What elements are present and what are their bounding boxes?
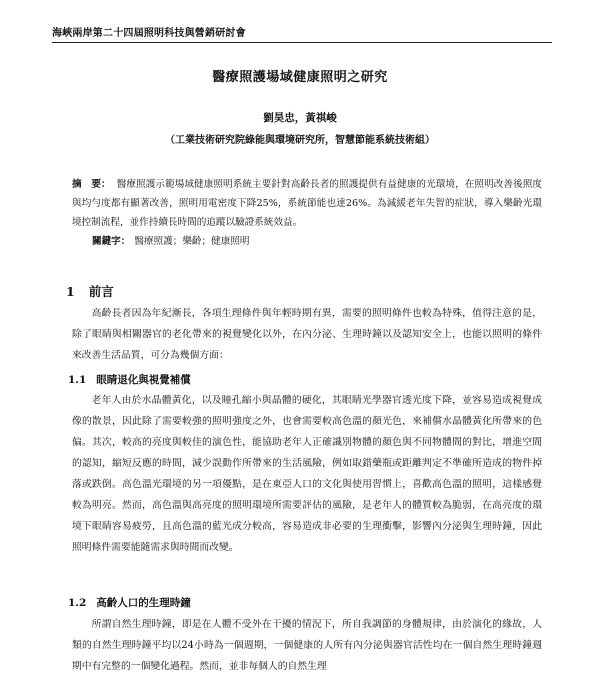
- keywords: [92, 233, 250, 247]
- abstract: [72, 175, 542, 232]
- abstract-text: 醫療照護示範場域健康照明系統主要針對高齡長者的照護提供有益健康的光環境，在照明改善後照度與均勻度都有顯著改善，照明用電密度下降25%，系統節能也達26%。為減緩老年失智的症狀，導入樂齡光環境控制流程，並作持續長時間的追蹤以驗證系統效益。: [72, 179, 543, 228]
- keywords-label: 關鍵字：: [92, 236, 131, 247]
- running-header: 海峽兩岸第二十四屆照明科技與營銷研討會: [52, 28, 246, 39]
- subsection-number: 1.1: [68, 374, 87, 386]
- page-title: 醫療照護場域健康照明之研究: [212, 70, 388, 85]
- section-number: 1: [66, 284, 75, 299]
- subsection-title: 高齡人口的生理時鐘: [96, 597, 191, 609]
- affiliation: （工業技術研究院綠能與環境研究所，智慧節能系統技術組）: [165, 135, 435, 146]
- header-rule: [52, 42, 552, 43]
- authors: 劉昊忠，黃祺峻: [263, 112, 337, 124]
- keywords-text: 醫療照護；樂齡；健康照明: [134, 236, 250, 247]
- subsection-heading: [68, 595, 191, 610]
- body-paragraph: 所謂自然生理時鐘，即是在人體不受外在干擾的情況下，所自我調節的身體規律，由於演化的緣故，人類的自然生理時鐘平均以24小時為一個週期，一個健康的人所有內分泌與器官活性均在一個自然生理時鐘週期中有完整的一個變化過程。然而，並非每個人的自然生理: [72, 619, 542, 672]
- subsection-heading: [68, 372, 191, 387]
- subsection-title: 眼睛退化與視覺補償: [96, 374, 191, 386]
- section-heading: [66, 282, 114, 300]
- section-title: 前言: [88, 284, 114, 299]
- body-paragraph: 老年人由於水晶體黃化，以及瞳孔縮小與晶體的硬化，其眼睛光學器官透光度下降，並容易造成視覺成像的散景，因此除了需要較強的照明強度之外，也會需要較高色溫的顏光色，來補償水晶體黃化所帶來的色偏。其次，較高的亮度與較佳的演色性，能協助老年人正確識別物體的顏色與不同物體間的對比，增進空間的認知，縮短反應的時間，減少誤動作所帶來的生活風險，例如取錯藥瓶或距離判定不準確所造成的物件掉落或跌倒。高色溫光環境的另一項優點，是在東亞人口的文化與使用習慣上，喜歡高色溫的照明，這樣感覺較為明亮。然而，高色溫與高亮度的照明環境所需要評估的風險，是老年人的體質較為脆弱，在高亮度的環境下眼睛容易疲勞，且高色溫的藍光成分較高，容易造成非必要的生理衝擊，影響內分泌與生理時鐘，因此照明條件需要能隨需求與時間而改變。: [72, 395, 542, 553]
- subsection-number: 1.2: [68, 597, 87, 609]
- abstract-label: 摘 要：: [72, 179, 111, 190]
- intro-paragraph: 高齡長者因為年紀漸長，各項生理條件與年輕時期有異，需要的照明條件也較為特殊，值得注意的是，除了眼睛與相關器官的老化帶來的視覺變化以外，在內分泌、生理時鐘以及認知安全上，也能以照明的條件來改善生活品質，可分為幾個方面：: [72, 308, 542, 361]
